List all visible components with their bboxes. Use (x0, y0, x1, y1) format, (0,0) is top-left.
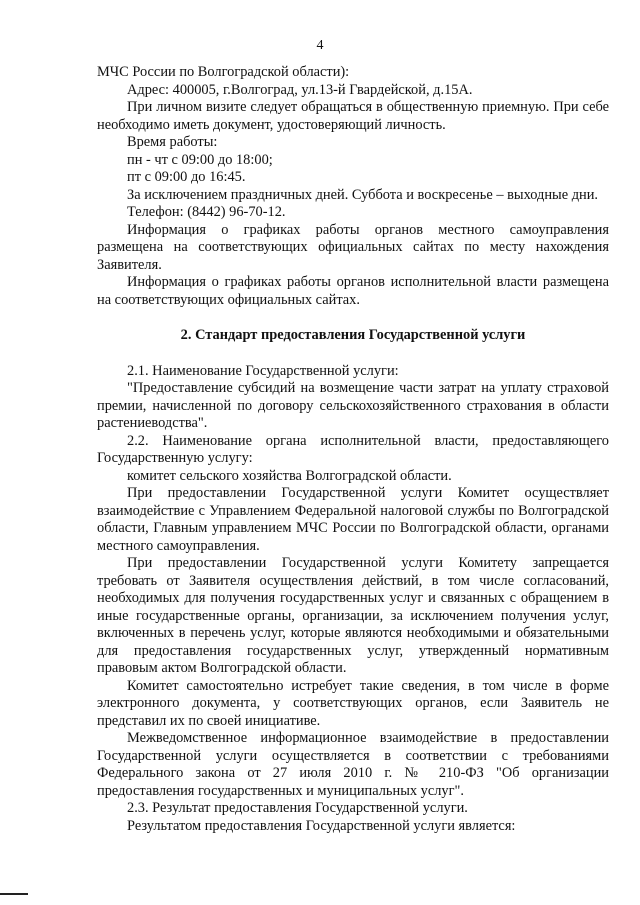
paragraph-work-hours-label: Время работы: (127, 134, 218, 150)
paragraph-service-name: "Предоставление субсидий на возмещение части затрат на уплату страховой премии, начисленной по договору сельскохозяйственного страхования в области растениеводства". (97, 380, 609, 431)
section-heading: 2. Стандарт предоставления Государственной услуги (180, 327, 526, 343)
page-number: 4 (316, 38, 324, 53)
paragraph-2-2: 2.2. Наименование органа исполнительной власти, предоставляющего Государственную услугу: (97, 432, 609, 466)
paragraph-2-1: 2.1. Наименование Государственной услуги: (127, 362, 399, 379)
paragraph-phone: Телефон: (8442) 96-70-12. (127, 204, 286, 220)
paragraph-hours-mon-thu: пн - чт с 09:00 до 18:00; (127, 151, 273, 168)
paragraph-result: Результатом предоставления Государственной услуги является: (127, 817, 516, 834)
paragraph-exec-gov-info: Информация о графиках работы органов исполнительной власти размещена на соответствующих официальных сайтах. (97, 274, 609, 308)
paragraph-2-3: 2.3. Результат предоставления Государственной услуги. (127, 800, 468, 816)
paragraph-address-heading-tail: МЧС России по Волгоградской области): (97, 64, 350, 80)
document-body (97, 64, 609, 835)
paragraph-interagency: Межведомственное информационное взаимодействие в предоставлении Государственной услуги осуществляется в соответствии с требованиями Федерального закона от 27 июля 2010 г. № 210-ФЗ "Об организации предоставления государственных и муниципальных услуг". (97, 730, 609, 799)
paragraph-hours-fri: пт с 09:00 до 16:45. (127, 169, 246, 185)
paragraph-prohibition: При предоставлении Государственной услуги Комитету запрещается требовать от Заявителя осуществления действий, в том числе согласований, необходимых для получения государственных услуг и связанных с обращением в иные государственные органы, организации, за исключением получения услуг, включенных в перечень услуг, которые являются необходимыми и обязательными для предоставления государственных услуг, утвержденный нормативным правовым актом Волгоградской области. (97, 555, 609, 676)
paragraph-local-gov-info: Информация о графиках работы органов местного самоуправления размещена на соответствующих официальных сайтах по месту нахождения Заявителя. (97, 221, 609, 273)
paragraph-address: Адрес: 400005, г.Волгоград, ул.13-й Гвардейской, д.15А. (127, 81, 473, 98)
paragraph-self-request: Комитет самостоятельно истребует такие сведения, в том числе в форме электронного документа, у соответствующих органов, если Заявитель не представил их по своей инициативе. (97, 677, 609, 729)
paragraph-interaction: При предоставлении Государственной услуги Комитет осуществляет взаимодействие с Управлением Федеральной налоговой службы по Волгоградской области, Главным управлением МЧС России по Волгоградской области, органами местного самоуправления. (97, 485, 609, 554)
paragraph-holidays: За исключением праздничных дней. Суббота и воскресенье – выходные дни. (127, 186, 599, 203)
paragraph-committee: комитет сельского хозяйства Волгоградской области. (127, 467, 452, 484)
footnote-rule (0, 893, 28, 895)
paragraph-visit-note: При личном визите следует обращаться в общественную приемную. При себе необходимо иметь документ, удостоверяющий личность. (97, 99, 609, 133)
